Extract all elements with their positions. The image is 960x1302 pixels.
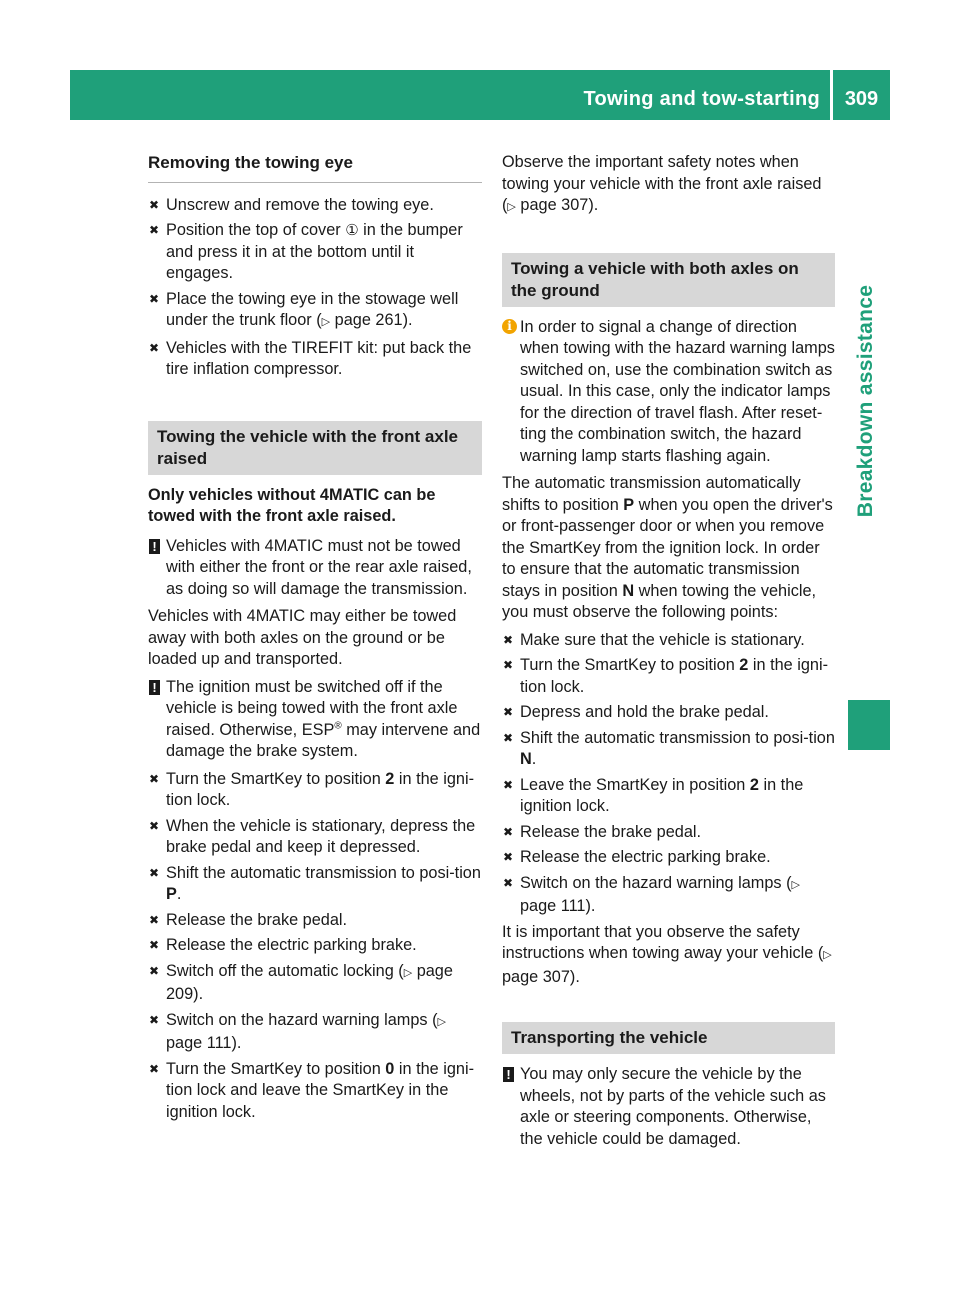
side-tab bbox=[843, 121, 890, 681]
step-item: ✖ Make sure that the vehicle is stationary. bbox=[502, 630, 835, 652]
step-item: ✖ Shift the automatic transmission to posi-tion P. bbox=[148, 863, 482, 906]
intro-paragraph: Observe the important safety notes when towing your vehicle with the front axle raised (▷ page 307). bbox=[502, 153, 822, 214]
step-item: ✖ Release the electric parking brake. bbox=[148, 935, 482, 957]
page-ref-arrow-icon: ▷ bbox=[823, 949, 832, 961]
page-reference: page 209). bbox=[166, 961, 453, 1003]
page-number: 309 bbox=[844, 88, 879, 110]
step-item: ✖ Release the electric parking brake. bbox=[502, 847, 835, 869]
page-ref-arrow-icon: ▷ bbox=[321, 316, 331, 328]
intro-paragraph: Only vehicles without 4MATIC can be towed with the front axle raised. bbox=[148, 485, 436, 525]
page-ref-arrow-icon: ▷ bbox=[507, 201, 516, 213]
step-item: ✖ Switch on the hazard warning lamps (▷ page 111). bbox=[502, 873, 835, 918]
step-item: ✖ Switch on the hazard warning lamps (▷ page 111). bbox=[148, 1010, 482, 1055]
step-item: ✖ Turn the SmartKey to position 2 in the igni-tion lock. bbox=[502, 655, 835, 698]
section-heading-transporting-vehicle: Transporting the vehicle bbox=[502, 1022, 835, 1054]
paragraph: It is important that you observe the safety instructions when towing away your vehicle (▷ page 307). bbox=[502, 922, 832, 986]
step-item: ✖ Depress and hold the brake pedal. bbox=[502, 702, 835, 724]
page-reference: page 111). bbox=[520, 897, 596, 915]
paragraph: The automatic transmission automatically shifts to position P when you open the driver's or front-passenger door or when you remove the SmartKey from the ignition lock. In order to ensure that the automatic transmission stays in position N when towing the vehicle, you must observe the following points: bbox=[502, 474, 833, 621]
callout-marker-icon: ① bbox=[345, 222, 359, 239]
warning-icon: ! bbox=[503, 1067, 514, 1082]
step-item: ✖ Position the top of cover ① in the bumper and press it in at the bottom until it engages. bbox=[148, 220, 482, 285]
step-item: ✖ Leave the SmartKey in position 2 in the ignition lock. bbox=[502, 775, 835, 818]
warning-note: ! Vehicles with 4MATIC must not be towed with either the front or the rear axle raised, as doing so will damage the transmission. bbox=[148, 536, 482, 601]
step-item: ✖ When the vehicle is stationary, depress the brake pedal and keep it depressed. bbox=[148, 816, 482, 859]
step-item: ✖ Shift the automatic transmission to posi-tion N. bbox=[502, 728, 835, 771]
section-heading-removing-towing-eye: Removing the towing eye bbox=[148, 152, 482, 183]
step-item: ✖ Switch off the automatic locking (▷ page 209). bbox=[148, 961, 482, 1006]
step-list bbox=[148, 195, 482, 381]
page-reference: page 261). bbox=[330, 311, 413, 329]
warning-note: ! The ignition must be switched off if the vehicle is being towed with the front axle raised. Otherwise, ESP® may intervene and damage the brake system. bbox=[148, 677, 482, 763]
warning-note: ! You may only secure the vehicle by the wheels, not by parts of the vehicle such as axle or steering components. Otherwise, the vehicle could be damaged. bbox=[502, 1064, 835, 1150]
side-thumb-block bbox=[848, 700, 890, 750]
page-header-title: Towing and tow-starting bbox=[583, 88, 820, 110]
step-item: ✖ Vehicles with the TIREFIT kit: put back the tire inflation compressor. bbox=[148, 338, 482, 381]
page-ref-arrow-icon: ▷ bbox=[437, 1015, 446, 1028]
warning-icon: ! bbox=[149, 680, 160, 695]
paragraph: Vehicles with 4MATIC may either be towed away with both axles on the ground or be loaded up and transported. bbox=[148, 607, 457, 668]
section-heading-towing-front-axle-raised: Towing the vehicle with the front axle raised bbox=[148, 421, 482, 475]
left-column bbox=[148, 152, 482, 1127]
page-ref-arrow-icon: ▷ bbox=[403, 966, 413, 979]
step-item: ✖ Release the brake pedal. bbox=[502, 822, 835, 844]
step-item: ✖ Turn the SmartKey to position 2 in the igni-tion lock. bbox=[148, 769, 482, 812]
warning-icon: ! bbox=[149, 539, 160, 554]
right-column bbox=[502, 152, 835, 1156]
side-tab-label: Breakdown assistance bbox=[854, 284, 878, 518]
step-list bbox=[148, 769, 482, 1124]
step-item: ✖ Unscrew and remove the towing eye. bbox=[148, 195, 482, 217]
page-reference: page 111). bbox=[166, 1034, 242, 1052]
step-item: ✖ Place the towing eye in the stowage well under the trunk floor (▷ page 261). bbox=[148, 289, 482, 334]
info-icon: i bbox=[502, 319, 517, 334]
section-heading-both-axles-on-ground: Towing a vehicle with both axles on the ground bbox=[502, 253, 835, 307]
page-ref-arrow-icon: ▷ bbox=[791, 878, 800, 891]
page-reference: page 307). bbox=[515, 196, 599, 214]
step-item: ✖ Turn the SmartKey to position 0 in the igni-tion lock and leave the SmartKey in the ignition lock. bbox=[148, 1059, 482, 1124]
info-note: i In order to signal a change of direction when towing with the hazard warning lamps switched on, use the combination switch as usual. In this case, only the indicator lamps for the direction of travel flash. After reset-ting the combination switch, the hazard warning lamp starts flashing again. bbox=[502, 317, 835, 468]
page-reference: page 307). bbox=[502, 967, 580, 986]
step-item: ✖ Release the brake pedal. bbox=[148, 910, 482, 932]
step-list bbox=[502, 630, 835, 918]
